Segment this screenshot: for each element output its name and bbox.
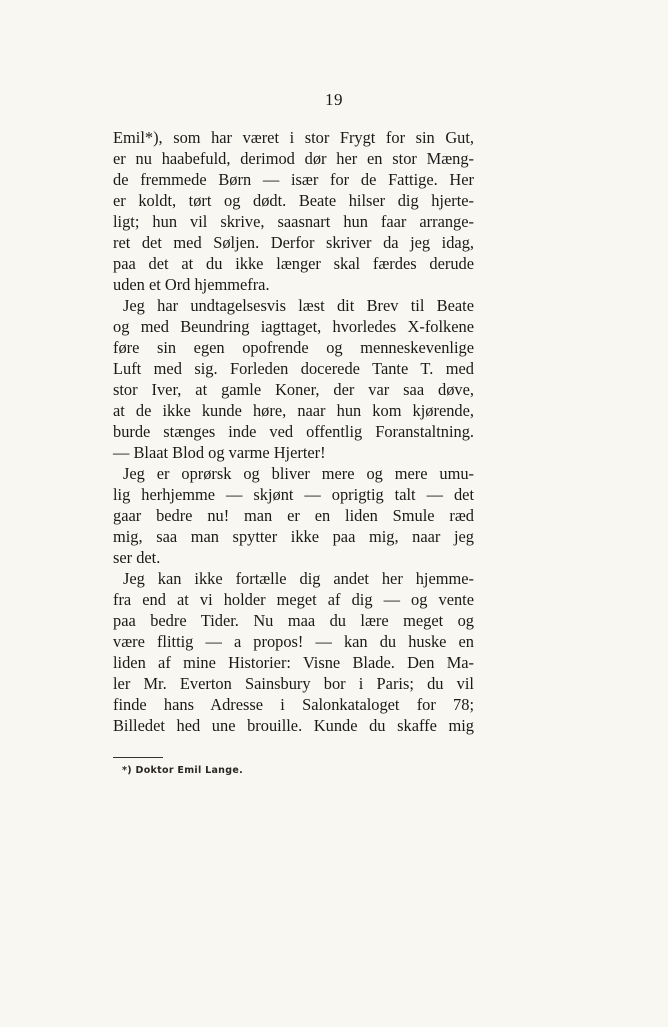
text-line: ser det.	[113, 548, 161, 567]
text-line: lig herhjemme — skjønt — oprigtig talt — det	[113, 485, 474, 504]
footnote-divider	[113, 757, 163, 758]
text-line: stor Iver, at gamle Koner, der var saa døve,	[113, 380, 474, 399]
body-text	[113, 127, 474, 736]
text-line: uden et Ord hjemmefra.	[113, 275, 270, 294]
text-line: ret det med Søljen. Derfor skriver da jeg idag,	[113, 233, 474, 252]
text-line: være flittig — a propos! — kan du huske en	[113, 632, 474, 651]
text-line: Emil*), som har været i stor Frygt for sin Gut,	[113, 128, 474, 147]
text-line: mig, saa man spytter ikke paa mig, naar jeg	[113, 527, 474, 546]
footnote: *) Doktor Emil Lange.	[122, 765, 243, 776]
text-line: liden af mine Historier: Visne Blade. Den Ma-	[113, 653, 474, 672]
text-line: Jeg kan ikke fortælle dig andet her hjemme-	[123, 569, 474, 588]
text-line: burde stænges inde ved offentlig Foranstaltning.	[113, 422, 474, 441]
text-line: er koldt, tørt og dødt. Beate hilser dig hjerte-	[113, 191, 474, 210]
text-line: de fremmede Børn — især for de Fattige. Her	[113, 170, 474, 189]
text-line: og med Beundring iagttaget, hvorledes X-folkene	[113, 317, 474, 336]
text-line: ler Mr. Everton Sainsbury bor i Paris; du vil	[113, 674, 474, 693]
text-line: Jeg er oprørsk og bliver mere og mere umu-	[123, 464, 474, 483]
page-number: 19	[325, 90, 343, 109]
text-line: fra end at vi holder meget af dig — og vente	[113, 590, 474, 609]
text-line: føre sin egen opofrende og menneskevenlige	[113, 338, 474, 357]
text-line: Billedet hed une brouille. Kunde du skaffe mig	[113, 716, 474, 735]
text-line: — Blaat Blod og varme Hjerter!	[113, 443, 326, 462]
text-line: finde hans Adresse i Salonkataloget for 78;	[113, 695, 474, 714]
text-line: paa det at du ikke længer skal færdes derude	[113, 254, 474, 273]
text-line: Luft med sig. Forleden docerede Tante T. med	[113, 359, 474, 378]
text-line: gaar bedre nu! man er en liden Smule ræd	[113, 506, 474, 525]
text-line: ligt; hun vil skrive, saasnart hun faar arrange-	[113, 212, 474, 231]
text-line: paa bedre Tider. Nu maa du lære meget og	[113, 611, 474, 630]
text-line: at de ikke kunde høre, naar hun kom kjørende,	[113, 401, 474, 420]
text-line: Jeg har undtagelsesvis læst dit Brev til Beate	[123, 296, 474, 315]
text-line: er nu haabefuld, derimod dør her en stor Mæng-	[113, 149, 474, 168]
